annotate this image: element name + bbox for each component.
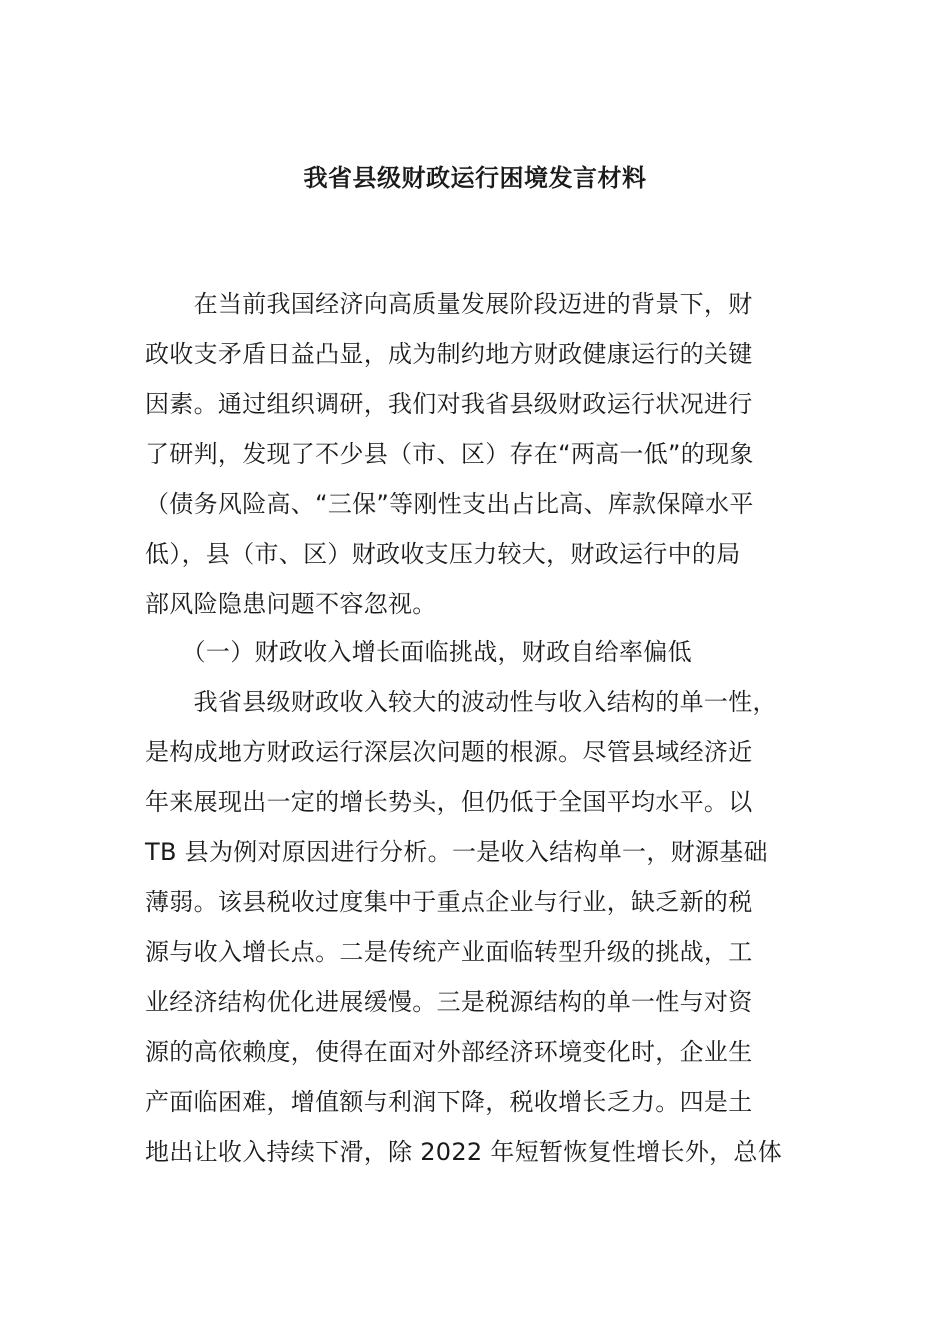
- body-line: 业经济结构优化进展缓慢。三是税源结构的单一性与对资: [145, 988, 753, 1016]
- body-line: 源与收入增长点。二是传统产业面临转型升级的挑战，工: [145, 938, 753, 966]
- document-title: 我省县级财政运行困境发言材料: [303, 164, 647, 192]
- body-line: 薄弱。该县税收过度集中于重点企业与行业，缺乏新的税: [145, 888, 753, 916]
- body-line: 是构成地方财政运行深层次问题的根源。尽管县域经济近: [145, 738, 753, 766]
- body-line: 在当前我国经济向高质量发展阶段迈进的背景下，财: [145, 290, 753, 318]
- section-heading: （一）财政收入增长面临挑战，财政自给率偏低: [145, 638, 692, 666]
- body-line: （债务风险高、“三保”等刚性支出占比高、库款保障水平: [145, 490, 754, 518]
- body-line: 政收支矛盾日益凸显，成为制约地方财政健康运行的关键: [145, 340, 753, 368]
- body-line: 源的高依赖度，使得在面对外部经济环境变化时，企业生: [145, 1038, 753, 1066]
- body-line: 年来展现出一定的增长势头，但仍低于全国平均水平。以: [145, 788, 753, 816]
- body-line: TB 县为例对原因进行分析。一是收入结构单一，财源基础: [145, 838, 768, 866]
- body-line: 了研判，发现了不少县（市、区）存在“两高一低”的现象: [145, 440, 754, 468]
- body-line: 因素。通过组织调研，我们对我省县级财政运行状况进行: [145, 390, 753, 418]
- body-line: 我省县级财政收入较大的波动性与收入结构的单一性，: [145, 688, 777, 716]
- body-line: 产面临困难，增值额与利润下降，税收增长乏力。四是土: [145, 1088, 753, 1116]
- body-line: 部风险隐患问题不容忽视。: [145, 590, 437, 618]
- body-line: 低），县（市、区）财政收支压力较大，财政运行中的局: [145, 540, 741, 568]
- body-line: 地出让收入持续下滑，除 2022 年短暂恢复性增长外，总体: [145, 1138, 783, 1166]
